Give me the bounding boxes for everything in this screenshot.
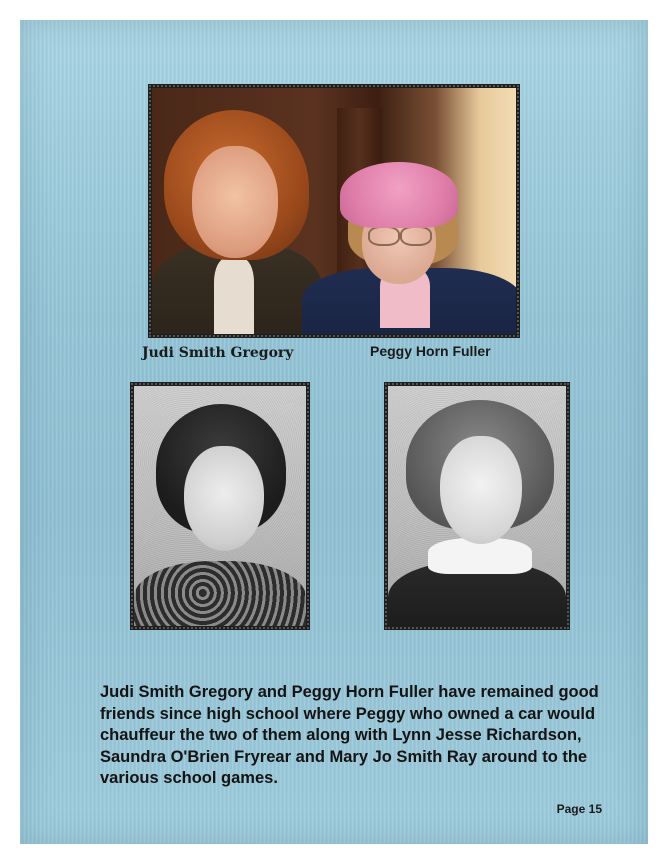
recent-photo-of-two-women <box>152 88 516 334</box>
yearbook-photo-frame-right <box>384 382 570 630</box>
yearbook-photo-judi <box>134 386 306 626</box>
pink-hat <box>340 162 458 228</box>
patterned-dress <box>134 561 306 626</box>
portrait-face <box>440 436 522 544</box>
caption-judi-smith-gregory: Judi Smith Gregory <box>142 345 294 361</box>
recent-photo-frame <box>148 84 520 338</box>
caption-peggy-horn-fuller: Peggy Horn Fuller <box>370 343 491 359</box>
yearbook-photo-peggy <box>388 386 566 626</box>
scrapbook-page <box>20 20 648 844</box>
story-paragraph: Judi Smith Gregory and Peggy Horn Fuller have remained good friends since high school where Peggy who owned a car would chauffeur the two of them along with Lynn Jesse Richardson, Saundra O'Brien Fryrear and Mary Jo Smith Ray around to the various school games. <box>100 683 599 787</box>
page-number: Page 15 <box>556 802 602 816</box>
left-woman-face <box>192 146 278 258</box>
yearbook-photo-frame-left <box>130 382 310 630</box>
portrait-face <box>184 446 264 551</box>
glasses-icon <box>362 226 436 244</box>
left-woman-shirt <box>214 258 254 334</box>
